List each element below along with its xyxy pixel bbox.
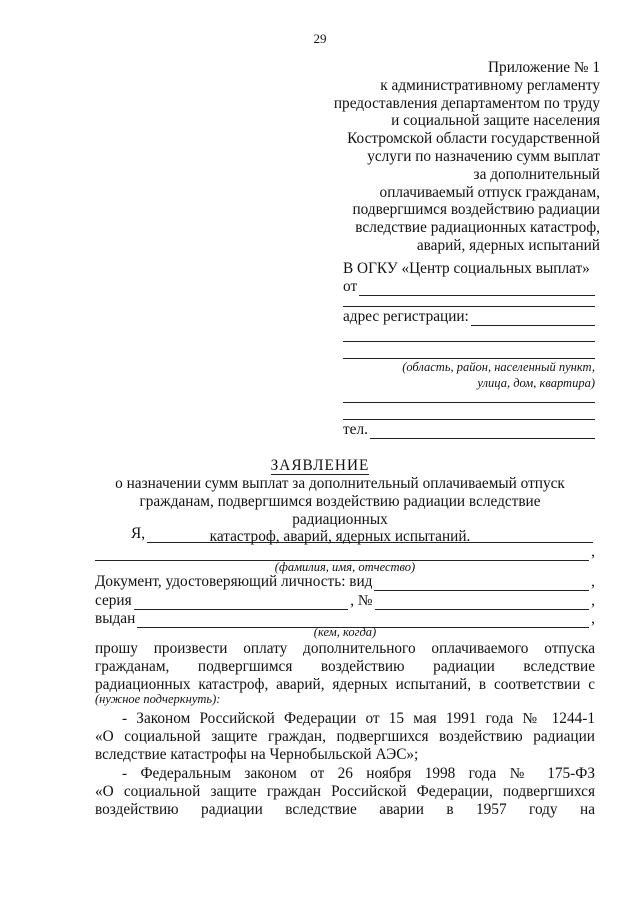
address-field[interactable] <box>343 306 595 326</box>
document-kind-field[interactable] <box>95 573 595 591</box>
choice-hint: (нужное подчеркнуть): <box>95 692 221 706</box>
issued-hint: (кем, когда) <box>313 625 377 639</box>
issued-comma: , <box>591 610 595 627</box>
series-line[interactable] <box>134 596 349 610</box>
name-line-2[interactable] <box>95 547 589 561</box>
header-line: услуги по назначению сумм выплат <box>367 147 600 165</box>
name-hint: (фамилия, имя, отчество) <box>274 560 416 574</box>
phone-field[interactable] <box>343 419 595 439</box>
header-line: и социальной защите населения <box>391 112 600 130</box>
law-1-line-1: - Законом Российской Федерации от 15 мая 1991 года № 1244-1 <box>122 710 595 727</box>
law-2-line-1: - Федеральным законом от 26 ноября 1998 года № 175-ФЗ <box>122 765 595 782</box>
request-line: прошу произвести оплату дополнительного оплачиваемого отпуска <box>95 640 595 657</box>
subtitle-line: гражданам, подвергшимся воздействию радиации вследствие радиационных <box>139 492 541 528</box>
subtitle-line: катастроф, аварий, ядерных испытаний. <box>209 528 471 546</box>
header-line: оплачиваемый отпуск гражданам, <box>379 183 600 201</box>
header-line: вследствие радиационных катастроф, <box>355 219 600 237</box>
header-line: аварий, ядерных испытаний <box>416 236 600 254</box>
number-comma: , <box>591 592 595 609</box>
request-paragraph <box>95 640 595 658</box>
document-kind-label: Документ, удостоверяющий личность: вид <box>95 573 373 590</box>
request-line: радиационных катастроф, аварий, ядерных испытаний, в соответствии с <box>95 676 595 693</box>
request-paragraph-2 <box>95 658 595 676</box>
header-line: за дополнительный <box>473 165 600 183</box>
name-field-2[interactable] <box>95 543 595 561</box>
header-line: предоставления департаментом по труду <box>333 94 600 112</box>
header-line: Приложение № 1 <box>488 59 600 76</box>
address-line-2[interactable] <box>343 341 595 342</box>
phone-line[interactable] <box>370 424 595 439</box>
number-label: , № <box>350 592 373 609</box>
address-hint-2: улица, дом, квартира) <box>477 376 595 390</box>
document-title-text: ЗАЯВЛЕНИЕ <box>270 457 370 474</box>
issued-label: выдан <box>95 610 136 627</box>
law-2-line-3: воздействию радиации вследствие аварии в 1957 году на <box>95 801 595 818</box>
law-1-line-3: вследствие катастрофы на Чернобыльской АЭС»; <box>95 746 419 763</box>
name-field[interactable] <box>95 525 595 543</box>
from-line[interactable] <box>359 281 595 296</box>
page-number: 29 <box>313 31 327 46</box>
law-1-line-2: «О социальной защите граждан, подвергшихся воздействию радиации <box>95 728 595 745</box>
series-number-field[interactable] <box>95 592 595 610</box>
name-line[interactable] <box>147 529 593 543</box>
header-line: к административному регламенту <box>380 76 600 94</box>
from-field[interactable] <box>343 276 595 296</box>
i-label: Я, <box>131 525 146 542</box>
address-line[interactable] <box>471 311 595 326</box>
address-hint-1: (область, район, населенный пункт, <box>402 360 595 374</box>
number-line[interactable] <box>375 596 590 610</box>
extra-line-1[interactable] <box>343 402 595 403</box>
header-line: подвергшимся воздействию радиации <box>352 201 600 219</box>
address-label: адрес регистрации: <box>343 308 469 325</box>
request-line: гражданам, подвергшимся воздействию радиации вследствие <box>95 658 595 675</box>
addressee-to <box>343 258 595 278</box>
law-2-line-2: «О социальной защите граждан Российской Федерации, подвергшихся <box>95 783 595 800</box>
phone-label: тел. <box>343 421 368 438</box>
header-line: Костромской области государственной <box>347 130 600 148</box>
document-kind-line[interactable] <box>374 577 589 591</box>
from-label: от <box>343 278 358 295</box>
document-kind-comma: , <box>591 573 595 590</box>
name-comma: , <box>591 543 595 560</box>
document-title <box>0 457 640 475</box>
series-label: серия <box>95 592 132 609</box>
subtitle-line: о назначении сумм выплат за дополнительный оплачиваемый отпуск <box>115 475 565 492</box>
addressee-to-text: В ОГКУ «Центр социальных выплат» <box>343 260 590 277</box>
